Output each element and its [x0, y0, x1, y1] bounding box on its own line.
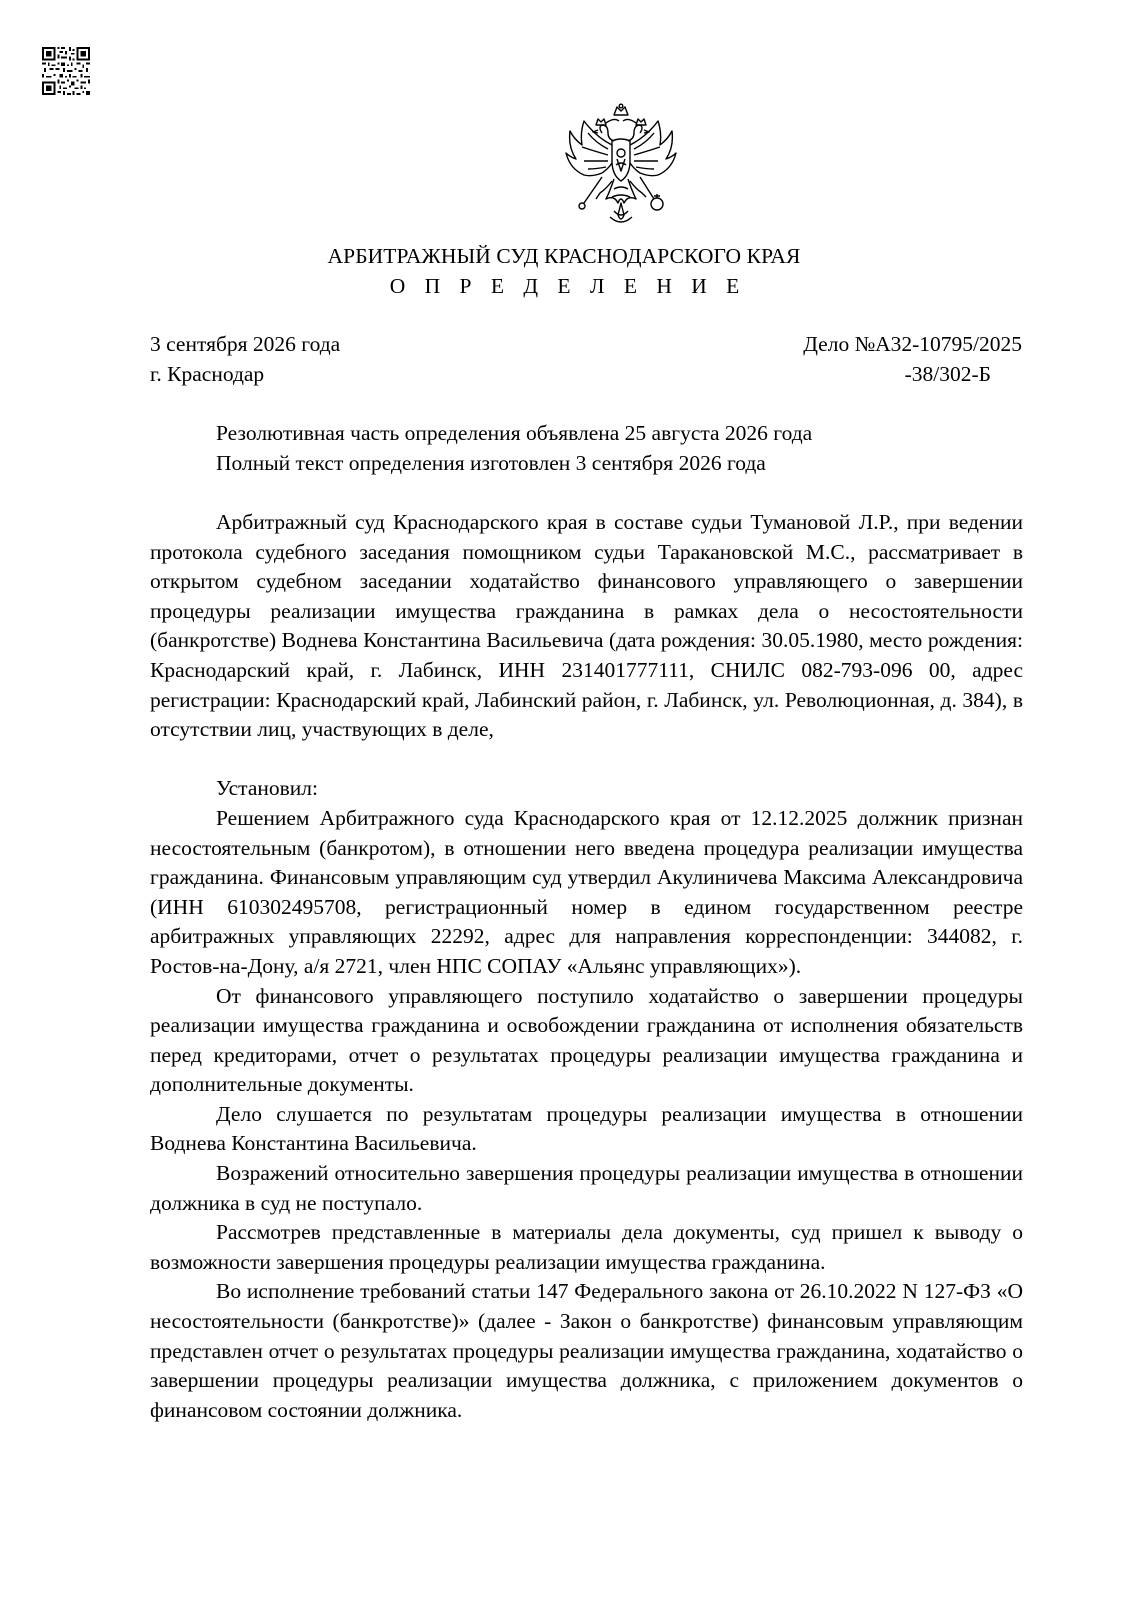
court-name: АРБИТРАЖНЫЙ СУД КРАСНОДАРСКОГО КРАЯ — [327, 244, 801, 268]
established-heading: Установил: — [216, 776, 318, 801]
body-paragraph: Во исполнение требований статьи 147 Федерального закона от 26.10.2022 N 127-ФЗ «О несостоятельности (банкротстве)» (далее - Закон о банкротстве) финансовым управляющим представлен отчет о результатах процедуры реализации имущества гражданина, ходатайство о завершении процедуры реализации имущества должника, с приложением документов о финансовом состоянии должника. — [150, 1279, 1023, 1422]
body-paragraph: От финансового управляющего поступило ходатайство о завершении процедуры реализации имущества гражданина и освобождении гражданина от исполнения обязательств перед кредиторами, отчет о результатах процедуры реализации имущества гражданина и дополнительные документы. — [150, 983, 1023, 1097]
body-paragraph: Решением Арбитражного суда Краснодарского края от 12.12.2025 должник признан несостоятельным (банкротом), в отношении него введена процедура реализации имущества гражданина. Финансовым управляющим суд утвердил Акулиничева Максима Александровича (ИНН 610302495708, регистрационный номер в едином государственном реестре арбитражных управляющих 22292, адрес для направления корреспонденции: 344082, г. Ростов-на-Дону, а/я 2721, член НПС СОПАУ «Альянс управляющих»). — [150, 805, 1023, 978]
decision-date: 3 сентября 2026 года — [150, 332, 341, 356]
case-number-suffix: -38/302-Б — [904, 362, 991, 386]
body-paragraph: Возражений относительно завершения процедуры реализации имущества в отношении должника в суд не поступало. — [150, 1161, 1023, 1215]
intro-paragraph: Арбитражный суд Краснодарского края в составе судьи Тумановой Л.Р., при ведении протокола судебного заседания помощником судьи Таракановской М.С., рассматривает в открытом судебном заседании ходатайство финансового управляющего о завершении процедуры реализации имущества гражданина в рамках дела о несостоятельности (банкротстве) Воднева Константина Васильевича (дата рождения: 30.05.1980, место рождения: Краснодарский край, г. Лабинск, ИНН 231401777111, СНИЛС 082-793-096 00, адрес регистрации: Краснодарский край, Лабинский район, г. Лабинск, ул. Революционная, д. 384), в отсутствии лиц, участвующих в деле, — [150, 510, 1023, 742]
body-paragraph: Рассмотрев представленные в материалы дела документы, суд пришел к выводу о возможности завершения процедуры реализации имущества гражданина. — [150, 1220, 1023, 1274]
document-type-title: О П Р Е Д Е Л Е Н И Е — [389, 274, 747, 298]
announcement-operative-part: Резолютивная часть определения объявлена 25 августа 2026 года — [216, 421, 813, 445]
qr-code — [42, 47, 90, 95]
coat-of-arms-emblem — [562, 103, 680, 233]
body-paragraph: Дело слушается по результатам процедуры реализации имущества в отношении Воднева Константина Васильевича. — [150, 1101, 1023, 1156]
announcement-block — [216, 418, 812, 478]
decision-city: г. Краснодар — [150, 362, 265, 386]
announcement-full-text: Полный текст определения изготовлен 3 сентября 2026 года — [216, 451, 766, 475]
document-body — [150, 508, 1023, 1425]
case-number: Дело №А32-10795/2025 — [803, 332, 1022, 356]
